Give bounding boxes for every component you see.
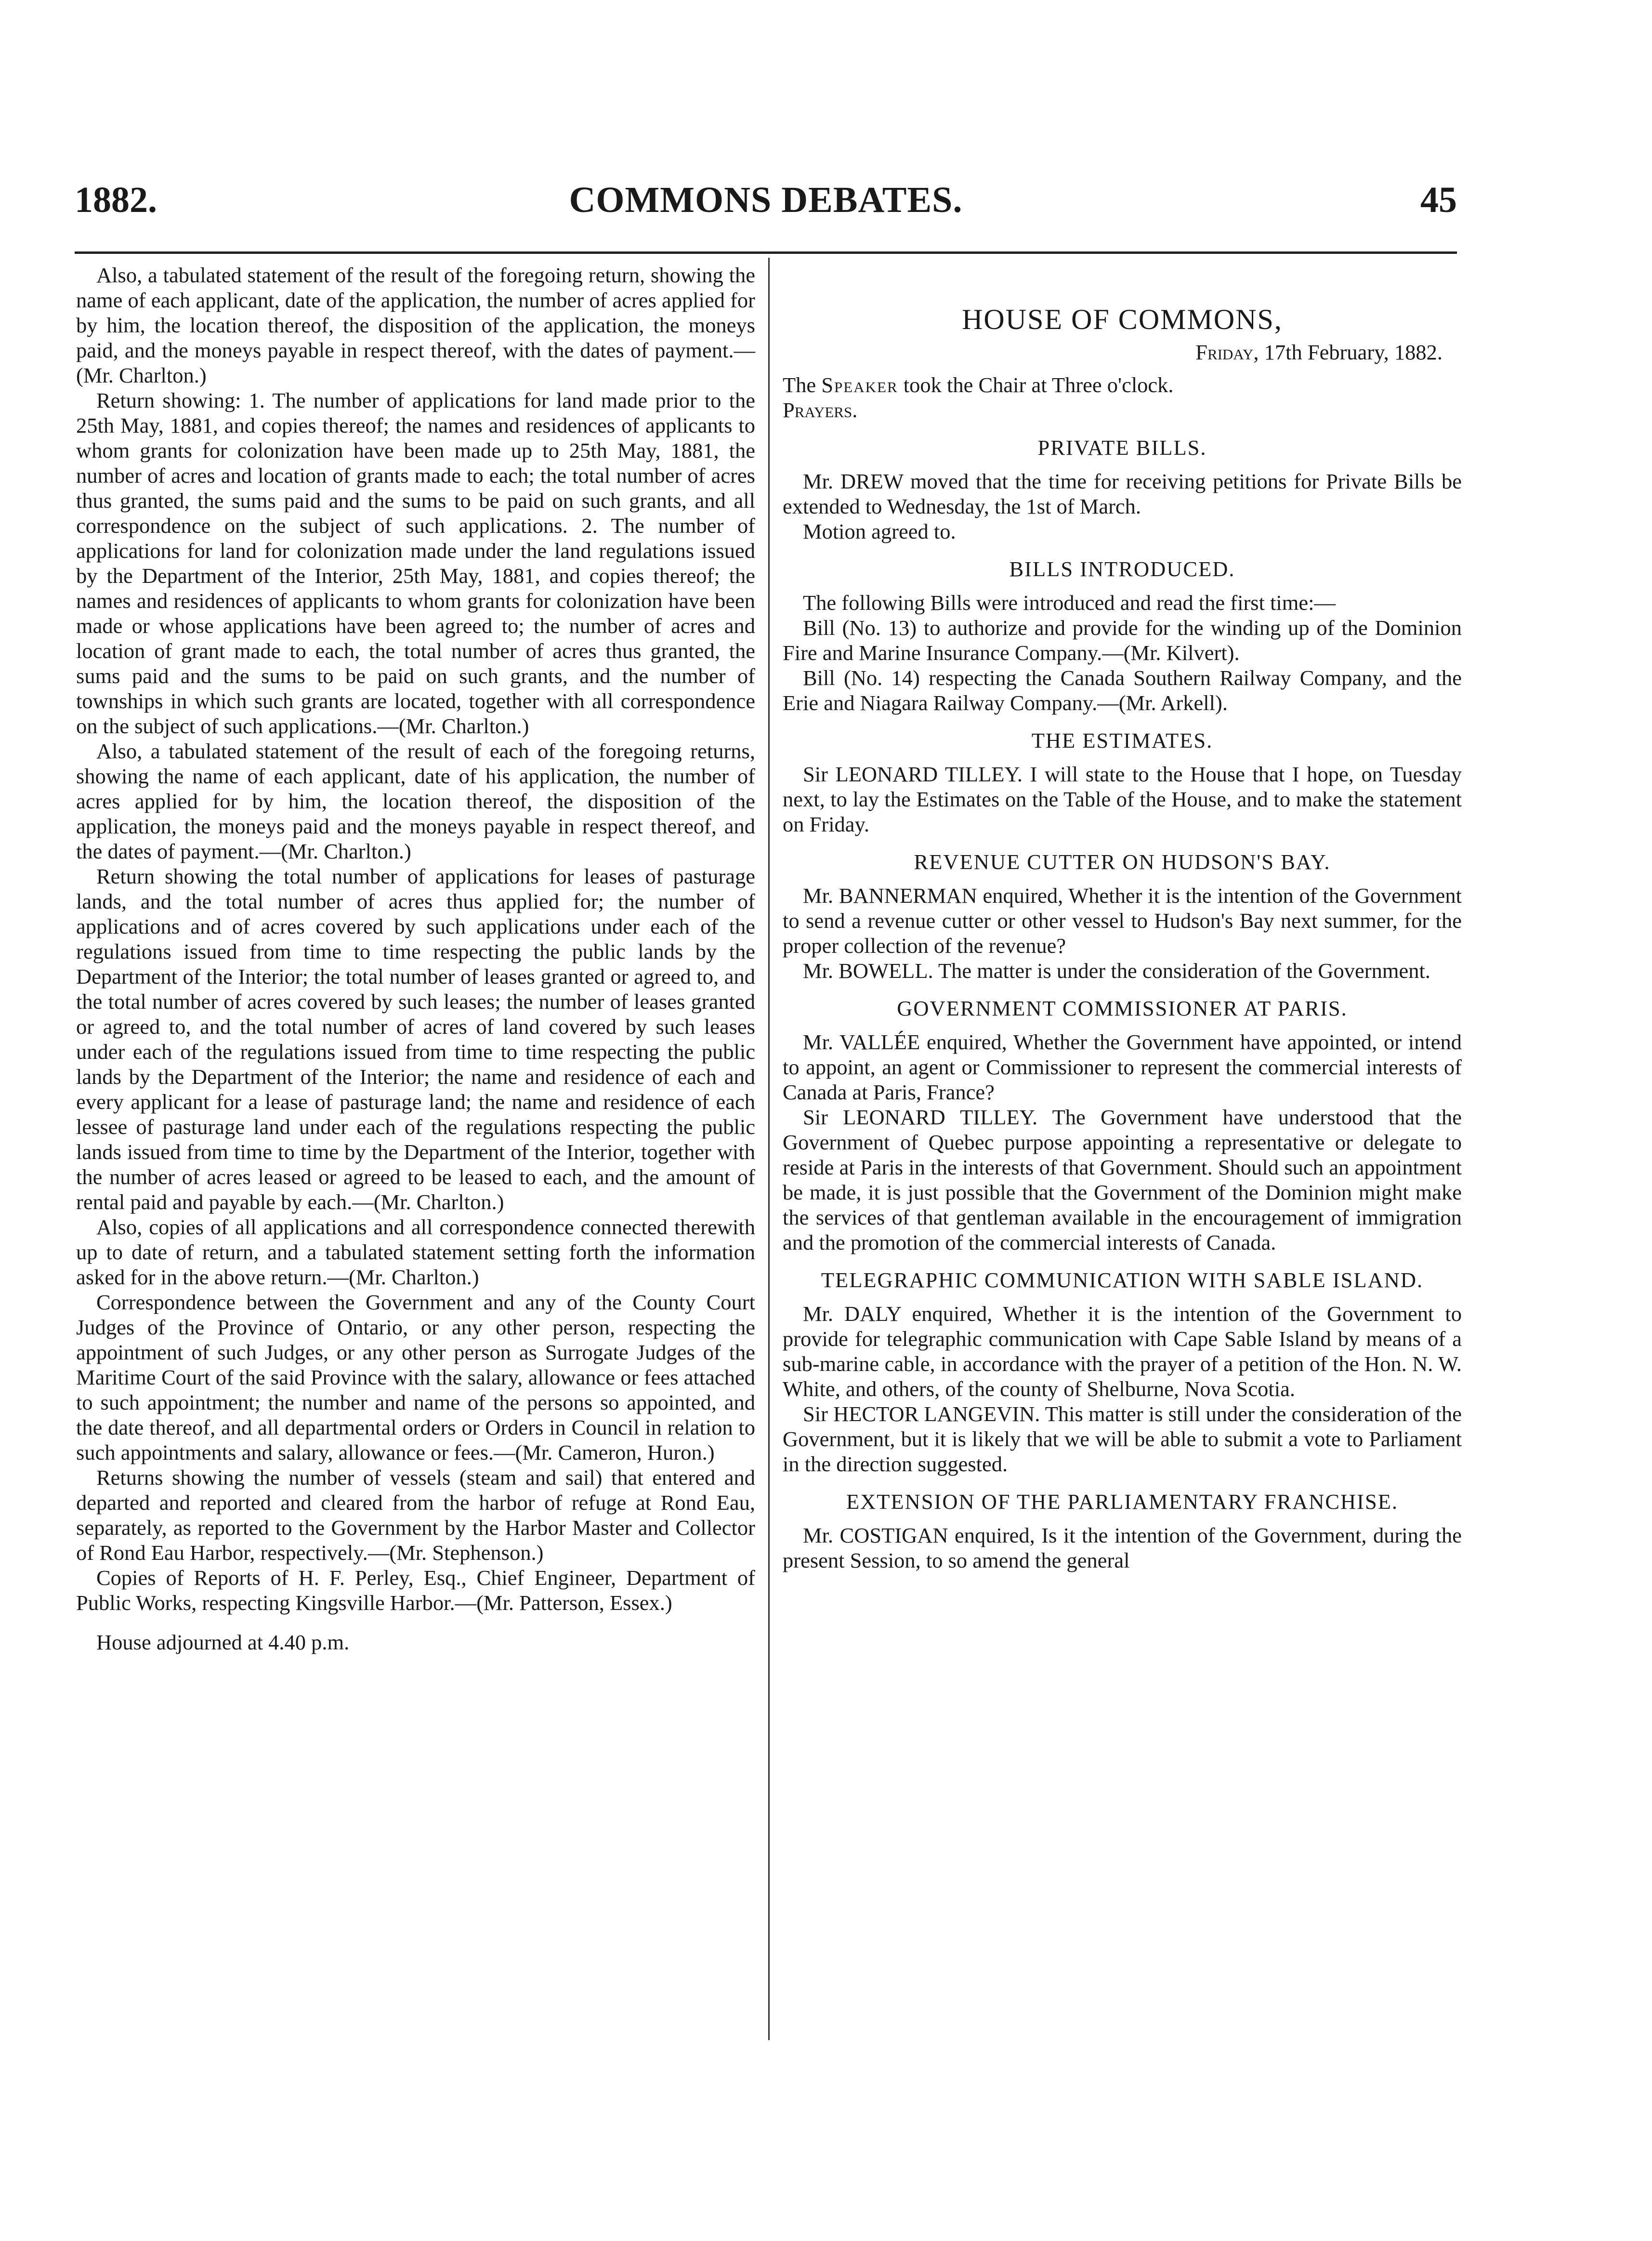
adjournment-note: House adjourned at 4.40 p.m. (96, 1630, 350, 1654)
paragraph: Sir LEONARD TILLEY. The Government have understood that the Government of Quebec purpose appointing a representative or delegate to reside at Paris in the interests of that Government. Should such an appointment be made, it is just possible that the Government of the Dominion might make the services of that gentleman available in the encouragement of immigration and the promotion of the commercial interests of Canada. (783, 1105, 1462, 1254)
section-heading: EXTENSION OF THE PARLIAMENTARY FRANCHISE. (846, 1490, 1399, 1514)
house-title: HOUSE OF COMMONS, (962, 303, 1283, 335)
paragraph: Mr. BANNERMAN enquired, Whether it is the intention of the Government to send a revenue cutter or other vessel to Hudson's Bay next summer, for the proper collection of the revenue? (783, 883, 1462, 958)
running-head (75, 179, 1457, 232)
page-number: 45 (1420, 180, 1457, 220)
section-heading: GOVERNMENT COMMISSIONER AT PARIS. (897, 996, 1348, 1020)
paragraph: Copies of Reports of H. F. Perley, Esq., Chief Engineer, Department of Public Works, respecting Kingsville Harbor.—(Mr. Patterson, Essex.) (76, 1566, 755, 1615)
date-rest: 17th February, 1882. (1259, 340, 1442, 364)
paragraph: Bill (No. 13) to authorize and provide for the winding up of the Dominion Fire and Marine Insurance Company.—(Mr. Kilvert). (783, 616, 1462, 665)
paragraph: Return showing the total number of applications for leases of pasturage lands, and the total number of acres thus applied for; the number of applications and of acres covered by such applications under each of the regulations issued from time to time respecting the public lands by the Department of the Interior; the total number of leases granted or agreed to, and the total number of acres covered by such leases; the number of leases granted or agreed to, and the total number of acres of land covered by such leases under each of the regulations issued from time to time respecting the public lands by the Department of the Interior; the name and residence of each and every applicant for a lease of pasturage land; the name and residence of each lessee of pasturage land under each of the regulations respecting the public lands issued from time to time by the Department of the Interior, together with the number of acres leased or agreed to be leased to each, and the amount of rental paid and payable by each.—(Mr. Charlton.) (76, 864, 755, 1214)
header-year: 1882. (75, 180, 157, 220)
section-heading: PRIVATE BILLS. (1037, 435, 1207, 460)
prayers-line: Prayers. (783, 398, 858, 422)
paragraph: Mr. COSTIGAN enquired, Is it the intention of the Government, during the present Session, to so amend the general (783, 1523, 1462, 1572)
paragraph: The following Bills were introduced and read the first time:— (803, 591, 1336, 615)
header-rule (75, 251, 1457, 254)
sitting-date (783, 340, 1462, 365)
paragraph: Sir HECTOR LANGEVIN. This matter is still under the consideration of the Government, but it is likely that we will be able to submit a vote to Parliament in the direction suggested. (783, 1402, 1462, 1476)
paragraph: Bill (No. 14) respecting the Canada Southern Railway Company, and the Erie and Niagara Railway Company.—(Mr. Arkell). (783, 666, 1462, 715)
paragraph: Also, a tabulated statement of the result of the foregoing return, showing the name of each applicant, date of the application, the number of acres applied for by him, the location thereof, the disposition of the application, the moneys paid, and the moneys payable in respect thereof, with the dates of payment.—(Mr. Charlton.) (76, 263, 755, 387)
paragraph: Motion agreed to. (803, 519, 956, 543)
section-heading: THE ESTIMATES. (1031, 728, 1213, 752)
section-heading: BILLS INTRODUCED. (1009, 557, 1235, 581)
right-column (783, 263, 1462, 1573)
header-title: COMMONS DEBATES. (569, 180, 963, 220)
paragraph: Also, copies of all applications and all correspondence connected therewith up to date of return, and a tabulated statement setting forth the information asked for in the above return.—(Mr. Charlton.) (76, 1215, 755, 1289)
paragraph: Sir LEONARD TILLEY. I will state to the House that I hope, on Tuesday next, to lay the Estimates on the Table of the House, and to make the statement on Friday. (783, 762, 1462, 836)
paragraph: Mr. DREW moved that the time for receiving petitions for Private Bills be extended to Wednesday, the 1st of March. (783, 469, 1462, 518)
paragraph: Returns showing the number of vessels (steam and sail) that entered and departed and reported and cleared from the harbor of refuge at Rond Eau, separately, as reported to the Government by the Harbor Master and Collector of Rond Eau Harbor, respectively.—(Mr. Stephenson.) (76, 1465, 755, 1565)
column-divider (768, 258, 770, 2040)
speaker-word: Speaker (821, 373, 898, 397)
paragraph: Correspondence between the Government and any of the County Court Judges of the Province of Ontario, or any other person, respecting the appointment of such Judges, or any other person as Surrogate Judges of the Maritime Court of the said Province with the salary, allowance or fees attached to such appointment; the number and name of the persons so appointed, and the date thereof, and all departmental orders or Orders in Council in relation to such appointments and salary, allowance or fees.—(Mr. Cameron, Huron.) (76, 1290, 755, 1464)
paragraph: Mr. VALLÉE enquired, Whether the Government have appointed, or intend to appoint, an agent or Commissioner to represent the commercial interests of Canada at Paris, France? (783, 1030, 1462, 1104)
section-heading: REVENUE CUTTER ON HUDSON'S BAY. (914, 850, 1331, 874)
section-heading: TELEGRAPHIC COMMUNICATION WITH SABLE ISLAND. (821, 1268, 1424, 1292)
date-day: Friday, (1195, 340, 1259, 364)
speaker-line: The Speaker took the Chair at Three o'clock. (783, 373, 1174, 397)
paragraph: Mr. BOWELL. The matter is under the consideration of the Government. (803, 959, 1430, 983)
left-column (76, 263, 755, 1655)
paragraph: Return showing: 1. The number of applications for land made prior to the 25th May, 1881, and copies thereof; the names and residences of applicants to whom grants for colonization have been made up to 25th May, 1881, the number of acres and location of grants made to each; the total number of acres thus granted, the sums paid and the sums to be paid on such grants, and all correspondence on the subject of such applications. 2. The number of applications for land for colonization made under the land regulations issued by the Department of the Interior, 25th May, 1881, and copies thereof; the names and residences of applicants to whom grants for colonization have been made or whose applications have been agreed to; the number of acres and location of grant made to each, the total number of acres thus granted, the sums paid and the sums to be paid on such grants, and the number of townships in which such grants are located, together with all correspondence on the subject of such applications.—(Mr. Charlton.) (76, 388, 755, 738)
paragraph: Mr. DALY enquired, Whether it is the intention of the Government to provide for telegraphic communication with Cape Sable Island by means of a sub-marine cable, in accordance with the prayer of a petition of the Hon. N. W. White, and others, of the county of Shelburne, Nova Scotia. (783, 1302, 1462, 1401)
paragraph: Also, a tabulated statement of the result of each of the foregoing returns, showing the name of each applicant, date of his application, the number of acres applied for by him, the location thereof, the disposition of the application, the moneys paid and the moneys payable in respect thereof, and the dates of payment.—(Mr. Charlton.) (76, 739, 755, 863)
